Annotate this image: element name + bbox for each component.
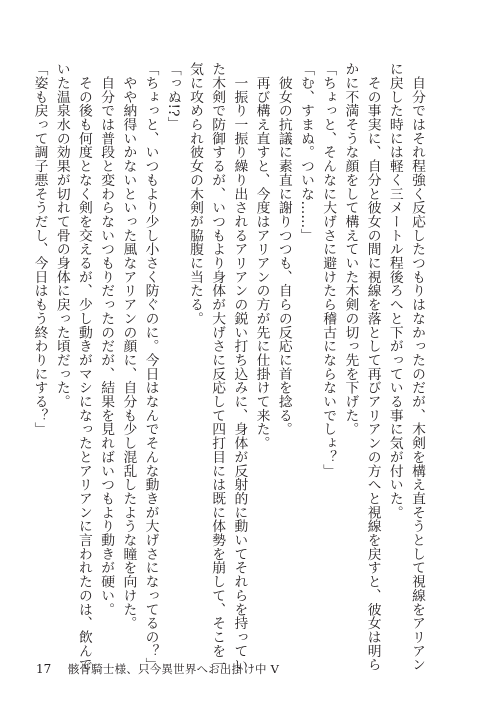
text-line: 気に攻められ彼女の木剣が脇腹に当たる。 [186, 62, 203, 326]
text-line: 再び構え直すと、今度はアリアンの方が先に仕掛けて来た。 [253, 62, 270, 450]
text-line: 自分では普段と変わらないつもりだったのだが、結果を見ればいつもより動きが硬い。 [98, 62, 115, 616]
text-line: 「ちょっと、いつもより少し小さく防ぐのに。今日はなんでそんな動きが大げさになってるの？」 [142, 62, 159, 672]
text-line: 「っぬ!?」 [164, 62, 181, 131]
text-line: 「姿も戻って調子悪そうだし、今日はもう終わりにする？」 [31, 62, 48, 436]
text-line: 彼女の抗議に素直に謝りつつも、自らの反応に首を捻る。 [275, 62, 292, 436]
text-line: 自分ではそれ程強く反応したつもりはなかったのだが、木剣を構え直そうとして視線をアリアン [409, 62, 425, 672]
text-line: その後も何度となく剣を交えるが、少し動きがマシになったとアリアンに言われたのは、飲んで [75, 62, 92, 672]
text-line: 一振り一振り繰り出されるアリアンの鋭い打ち込みに、身体が反射的に動いてそれらを持ってい [231, 62, 248, 672]
text-line: やや納得いかないといった風なアリアンの顔に、自分も少し混乱したような瞳を向けた。 [120, 62, 137, 630]
text-line: その事実に、自分と彼女の間に視線を落として再びアリアンの方へと視線を戻すと、彼女は明ら [364, 62, 381, 672]
text-line: 「ちょっと、そんなに大げさに避けたら稽古にならないでしょ？」 [320, 62, 337, 478]
page-footer [36, 662, 279, 676]
text-line: 「む、すまぬ。ついな……」 [297, 62, 314, 243]
text-line: いた温泉水の効果が切れて骨の身体に戻った頃だった。 [53, 62, 70, 409]
page-number: 17 [36, 662, 52, 676]
text-line: た木剣で防御するが、いつもより身体が大げさに反応して四打目には既に体勢を崩して、そこを一 [209, 62, 226, 672]
book-title: 骸骨騎士様、只今異世界へお出掛け中 Ⅴ [67, 662, 280, 676]
text-line: に戻した時には軽く三メートル程後ろへと下がっている事に気が付いた。 [386, 62, 403, 520]
text-line: かに不満そうな顔をして構えていた木剣の切っ先を下げた。 [342, 62, 359, 436]
